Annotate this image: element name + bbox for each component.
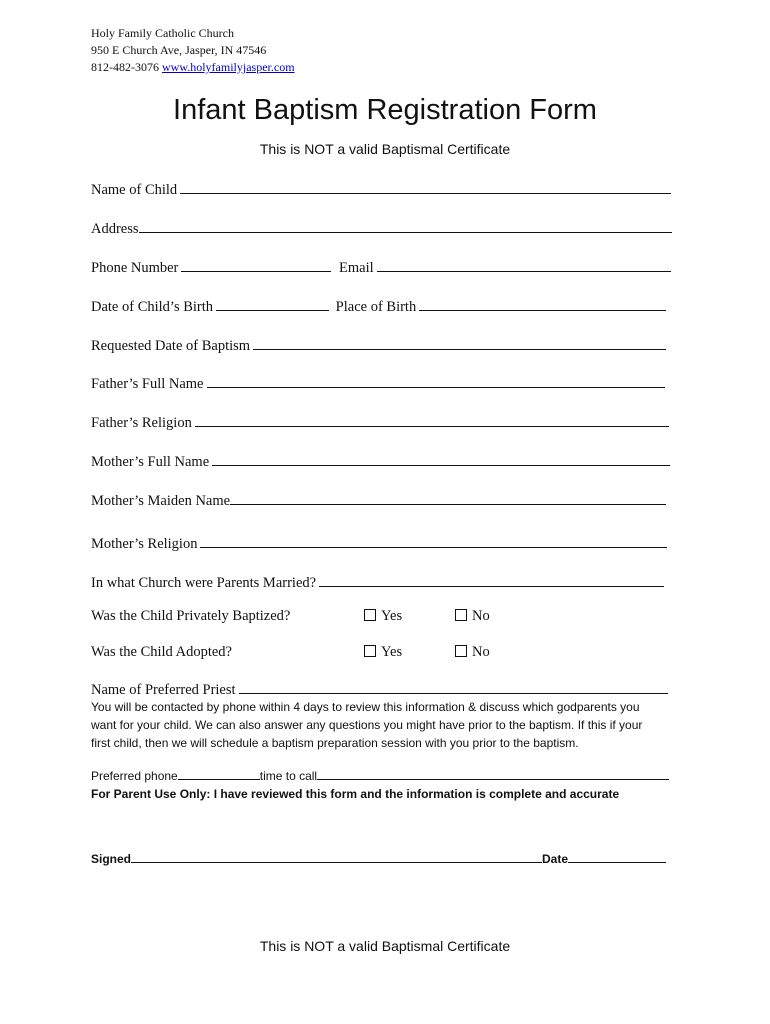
father-religion-input[interactable] — [195, 412, 669, 427]
preferred-phone-label: Preferred phone — [91, 769, 178, 783]
address-label: Address — [91, 221, 139, 237]
address-field — [91, 218, 672, 238]
email-label: Email — [339, 260, 374, 276]
married-church-label: In what Church were Parents Married? — [91, 575, 317, 591]
father-name-input[interactable] — [207, 373, 665, 388]
form-title: Infant Baptism Registration Form — [173, 94, 597, 126]
signed-label: Signed — [91, 852, 132, 866]
checkbox-icon[interactable] — [364, 645, 376, 657]
phone-input[interactable] — [181, 257, 331, 272]
father-name-label: Father’s Full Name — [91, 376, 204, 392]
mother-religion-label: Mother’s Religion — [91, 536, 198, 552]
church-name: Holy Family Catholic Church — [91, 26, 234, 40]
checkbox-icon[interactable] — [455, 645, 467, 657]
child-name-field — [91, 179, 671, 199]
time-to-call-label: time to call — [259, 769, 318, 783]
father-religion-label: Father’s Religion — [91, 415, 192, 431]
birth-date-label: Date of Child’s Birth — [91, 299, 214, 315]
preferred-phone-row — [91, 768, 669, 783]
privately-baptized-yes[interactable]: Yes — [364, 607, 402, 625]
church-phone: 812-482-3076 — [91, 60, 159, 74]
church-website-link[interactable]: www.holyfamilyjasper.com — [162, 60, 295, 74]
date-label: Date — [542, 852, 569, 866]
preferred-phone-input[interactable] — [178, 768, 260, 780]
phone-email-field — [91, 257, 671, 277]
birth-place-label: Place of Birth — [335, 299, 417, 315]
notice-line-2: want for your child. We can also answer any questions you might have prior to the baptism. If this if your — [91, 718, 643, 732]
signature-input[interactable] — [131, 851, 542, 863]
date-input[interactable] — [568, 851, 666, 863]
mother-maiden-field — [91, 490, 666, 510]
checkbox-icon[interactable] — [455, 609, 467, 621]
church-address: 950 E Church Ave, Jasper, IN 47546 — [91, 43, 267, 57]
mother-name-input[interactable] — [212, 451, 670, 466]
address-input[interactable] — [139, 218, 672, 233]
adopted-yes[interactable]: Yes — [364, 643, 402, 661]
requested-date-input[interactable] — [253, 335, 666, 350]
parent-use-statement: For Parent Use Only: I have reviewed this form and the information is complete and accurate — [91, 787, 620, 801]
requested-date-label: Requested Date of Baptism — [91, 338, 251, 354]
requested-date-field — [91, 335, 666, 355]
signature-row — [91, 851, 666, 866]
preferred-priest-input[interactable] — [239, 679, 668, 694]
form-subtitle: This is NOT a valid Baptismal Certificate — [259, 141, 511, 157]
child-name-label: Name of Child — [91, 182, 178, 198]
privately-baptized-label: Was the Child Privately Baptized? — [91, 608, 291, 624]
mother-maiden-label: Mother’s Maiden Name — [91, 493, 231, 509]
footer-notice: This is NOT a valid Baptismal Certificate — [259, 938, 511, 954]
phone-label: Phone Number — [91, 260, 179, 276]
church-contact — [91, 60, 295, 74]
father-name-field — [91, 373, 665, 393]
notice-line-3: first child, then we will schedule a baptism preparation session with you prior to the baptism. — [91, 736, 579, 750]
notice-line-1: You will be contacted by phone within 4 days to review this information & discuss which godparents you — [91, 700, 640, 714]
adopted-label: Was the Child Adopted? — [91, 644, 232, 660]
birth-date-input[interactable] — [216, 296, 329, 311]
mother-name-field — [91, 451, 670, 471]
birth-place-input[interactable] — [419, 296, 666, 311]
email-input[interactable] — [377, 257, 671, 272]
privately-baptized-no[interactable]: No — [455, 607, 490, 625]
adopted-no[interactable]: No — [455, 643, 490, 661]
preferred-priest-label: Name of Preferred Priest — [91, 682, 236, 698]
mother-religion-input[interactable] — [200, 533, 667, 548]
mother-maiden-input[interactable] — [230, 490, 666, 505]
married-church-input[interactable] — [319, 572, 664, 587]
time-to-call-input[interactable] — [317, 768, 669, 780]
father-religion-field — [91, 412, 669, 432]
child-name-input[interactable] — [180, 179, 671, 194]
checkbox-icon[interactable] — [364, 609, 376, 621]
mother-religion-field — [91, 533, 667, 553]
married-church-field — [91, 572, 664, 592]
mother-name-label: Mother’s Full Name — [91, 454, 210, 470]
birth-field — [91, 296, 666, 316]
preferred-priest-field — [91, 679, 668, 699]
